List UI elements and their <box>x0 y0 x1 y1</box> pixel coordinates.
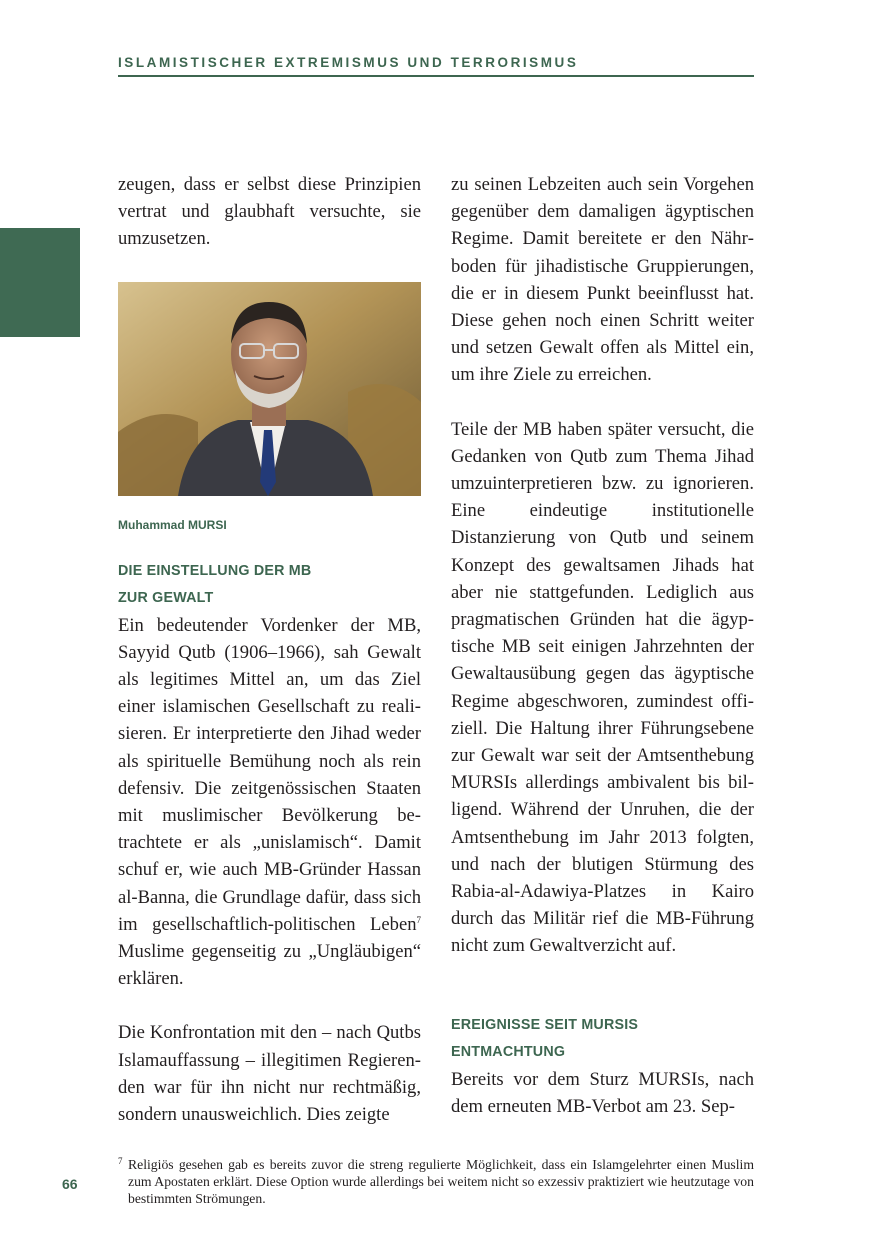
header-rule <box>118 75 754 77</box>
section-heading-line: ZUR GEWALT <box>118 589 214 606</box>
body-paragraph: Die Konfrontation mit den – nach Qutbs Islamauffassung – illegitimen Regierenden war für ihn nicht nur rechtmäßig, sondern unausweichlich. Dies zeigte <box>118 1022 421 1126</box>
footnote-text: Religiös gesehen gab es bereits zuvor die streng regulierte Möglichkeit, dass ein Islamgelehrter einen Muslim zum Apostaten erklärt. Diese Option wurde allerdings bei weitem nicht so exzessiv praktiziert wie heutzutage von bestimmten Strömungen. <box>128 1157 754 1206</box>
running-header-title: ISLAMISTISCHER EXTREMISMUS UND TERRORISMUS <box>118 55 579 70</box>
right-column <box>451 171 754 1120</box>
section-heading-line: EREIGNISSE SEIT MURSIS <box>451 1016 639 1033</box>
paragraph-text: Ein bedeutender Vordenker der MB, Sayyid Qutb (1906–1966), sah Gewalt als legitimes Mittel an, um das Ziel einer islamischen Gesellschaft zu realisieren. Er interpretierte den Jihad weder als spirituelle Bemühung noch als rein defensiv. Die zeitgenössischen Staaten mit muslimischer Bevölkerung betrachtete er als „unislamisch“. Damit schuf er, wie auch MB-Gründer Hassan al-Banna, die Grundlage dafür, dass sich im gesellschaftlich-politischen Leben <box>118 614 421 935</box>
footnote-reference[interactable]: 7 <box>416 914 421 925</box>
portrait-illustration <box>118 282 421 496</box>
section-heading-line: DIE EINSTELLUNG DER MB <box>118 562 312 579</box>
paragraph-text-continued: Muslime gegenseitig zu „Ungläubigen“ erklären. <box>118 941 421 990</box>
left-column <box>118 171 421 1128</box>
body-paragraph: Teile der MB haben später versucht, die Gedanken von Qutb zum Thema Jihad umzuinterpretieren bzw. zu ignorieren. Eine eindeutige institutionelle Distanzierung von Qutb und seinem Konzept des gewaltsamen Jihads hat aber nie stattgefunden. Lediglich aus pragmatischen Gründen hat die ägyptische MB seit einigen Jahrzehnten der Gewaltausübung gegen das ägyptische Regime abgeschworen, zumindest offiziell. Die Haltung ihrer Führungsebene zur Gewalt war seit der Amtsenthebung MURSIs allerdings ambivalent bis billigend. Während der Unruhen, die der Amtsenthebung im Jahr 2013 folgten, und nach der blutigen Stürmung des Rabia-al-Adawiya-Platzes in Kairo durch das Militär rief die MB-Führung nicht zum Gewaltverzicht auf. <box>451 418 754 957</box>
portrait-photo <box>118 282 421 496</box>
body-paragraph: zu seinen Lebzeiten auch sein Vorgehen gegenüber dem damaligen ägyptischen Regime. Damit bereitete er den Nährboden für jihadistische Gruppierungen, die er in diesem Punkt beeinflusst hat. Diese gehen noch einen Schritt weiter und setzen Gewalt offen als Mittel ein, um ihre Ziele zu erreichen. <box>451 174 754 386</box>
footnote-marker: 7 <box>118 1156 123 1166</box>
body-paragraph <box>118 612 421 993</box>
footnote <box>118 1156 754 1207</box>
intro-paragraph: zeugen, dass er selbst diese Prinzipien vertrat und glaubhaft versuchte, sie umzusetzen. <box>118 174 421 250</box>
page-number: 66 <box>62 1176 78 1192</box>
chapter-side-tab <box>0 228 80 337</box>
body-paragraph: Bereits vor dem Sturz MURSIs, nach dem erneuten MB-Verbot am 23. Sep- <box>451 1068 754 1117</box>
section-heading-line: ENTMACHTUNG <box>451 1043 566 1060</box>
photo-caption: Muhammad MURSI <box>118 517 227 532</box>
